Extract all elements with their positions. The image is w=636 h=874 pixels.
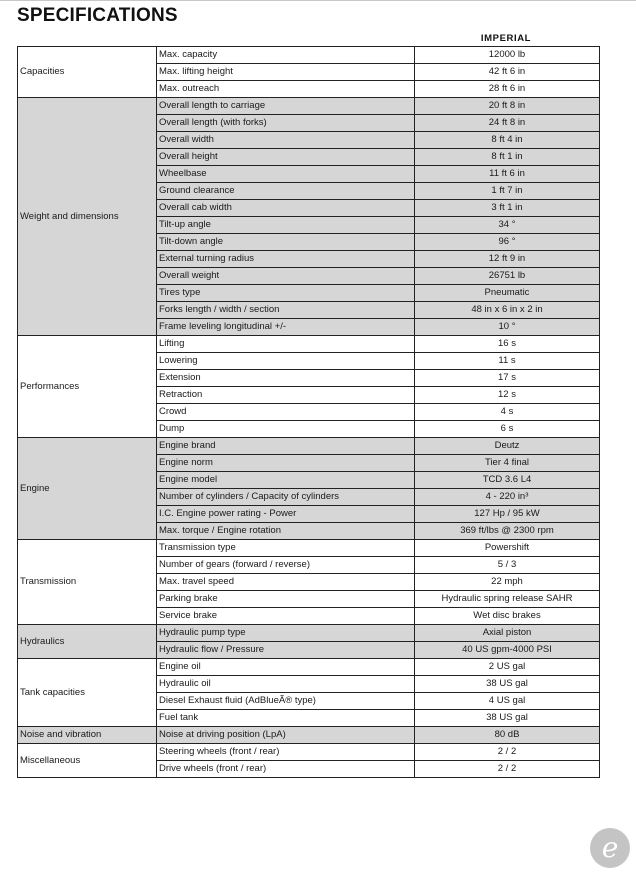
spec-label: Overall cab width xyxy=(157,200,415,217)
spec-value: 11 ft 6 in xyxy=(415,166,600,183)
spec-value: 20 ft 8 in xyxy=(415,98,600,115)
spec-label: Wheelbase xyxy=(157,166,415,183)
unit-column-header: IMPERIAL xyxy=(480,33,532,44)
table-row xyxy=(18,540,600,557)
spec-label: Engine model xyxy=(157,472,415,489)
spec-label: Engine norm xyxy=(157,455,415,472)
spec-label: Overall length to carriage xyxy=(157,98,415,115)
spec-label: Steering wheels (front / rear) xyxy=(157,744,415,761)
spec-label: Overall weight xyxy=(157,268,415,285)
specifications-table xyxy=(17,46,600,778)
spec-label: Noise at driving position (LpA) xyxy=(157,727,415,744)
spec-label: Dump xyxy=(157,421,415,438)
spec-value: 48 in x 6 in x 2 in xyxy=(415,302,600,319)
page-top-rule xyxy=(0,0,636,1)
spec-value: 17 s xyxy=(415,370,600,387)
spec-label: Diesel Exhaust fluid (AdBlueÃ® type) xyxy=(157,693,415,710)
spec-value: 12000 lb xyxy=(415,47,600,64)
spec-label: Parking brake xyxy=(157,591,415,608)
spec-label: External turning radius xyxy=(157,251,415,268)
spec-value: Hydraulic spring release SAHR xyxy=(415,591,600,608)
spec-label: Ground clearance xyxy=(157,183,415,200)
spec-value: TCD 3.6 L4 xyxy=(415,472,600,489)
spec-value: 4 - 220 in³ xyxy=(415,489,600,506)
spec-label: Frame leveling longitudinal +/- xyxy=(157,319,415,336)
spec-label: Max. travel speed xyxy=(157,574,415,591)
spec-value: 10 ° xyxy=(415,319,600,336)
spec-value: 16 s xyxy=(415,336,600,353)
spec-label: Overall width xyxy=(157,132,415,149)
spec-value: 42 ft 6 in xyxy=(415,64,600,81)
category-cell: Tank capacities xyxy=(18,659,157,727)
spec-value: 4 US gal xyxy=(415,693,600,710)
spec-label: Tires type xyxy=(157,285,415,302)
page-title: SPECIFICATIONS xyxy=(17,5,178,26)
spec-label: Extension xyxy=(157,370,415,387)
spec-label: Engine brand xyxy=(157,438,415,455)
spec-label: Lowering xyxy=(157,353,415,370)
spec-label: Drive wheels (front / rear) xyxy=(157,761,415,778)
spec-value: 40 US gpm-4000 PSI xyxy=(415,642,600,659)
spec-value: Pneumatic xyxy=(415,285,600,302)
category-cell: Performances xyxy=(18,336,157,438)
spec-value: 26751 lb xyxy=(415,268,600,285)
spec-value: 4 s xyxy=(415,404,600,421)
specifications-table-body xyxy=(18,47,600,778)
table-row xyxy=(18,744,600,761)
spec-label: Service brake xyxy=(157,608,415,625)
spec-label: Lifting xyxy=(157,336,415,353)
spec-label: Retraction xyxy=(157,387,415,404)
table-row xyxy=(18,438,600,455)
spec-label: Transmission type xyxy=(157,540,415,557)
spec-value: 24 ft 8 in xyxy=(415,115,600,132)
spec-label: Max. outreach xyxy=(157,81,415,98)
spec-value: 22 mph xyxy=(415,574,600,591)
category-cell: Engine xyxy=(18,438,157,540)
spec-value: Wet disc brakes xyxy=(415,608,600,625)
spec-value: 2 / 2 xyxy=(415,744,600,761)
category-cell: Capacities xyxy=(18,47,157,98)
spec-value: 80 dB xyxy=(415,727,600,744)
spec-label: Hydraulic oil xyxy=(157,676,415,693)
table-row xyxy=(18,659,600,676)
spec-value: 38 US gal xyxy=(415,676,600,693)
spec-value: 369 ft/lbs @ 2300 rpm xyxy=(415,523,600,540)
spec-value: 12 s xyxy=(415,387,600,404)
spec-value: 6 s xyxy=(415,421,600,438)
category-cell: Transmission xyxy=(18,540,157,625)
equipment-trader-e-logo-icon xyxy=(588,826,632,870)
table-row xyxy=(18,47,600,64)
spec-value: 12 ft 9 in xyxy=(415,251,600,268)
spec-value: 2 US gal xyxy=(415,659,600,676)
category-cell: Noise and vibration xyxy=(18,727,157,744)
spec-label: Number of cylinders / Capacity of cylinders xyxy=(157,489,415,506)
spec-label: Engine oil xyxy=(157,659,415,676)
spec-value: Tier 4 final xyxy=(415,455,600,472)
spec-value: 127 Hp / 95 kW xyxy=(415,506,600,523)
spec-label: I.C. Engine power rating - Power xyxy=(157,506,415,523)
spec-label: Overall length (with forks) xyxy=(157,115,415,132)
spec-value: 34 ° xyxy=(415,217,600,234)
spec-label: Tilt-up angle xyxy=(157,217,415,234)
category-cell: Hydraulics xyxy=(18,625,157,659)
spec-label: Number of gears (forward / reverse) xyxy=(157,557,415,574)
spec-value: 11 s xyxy=(415,353,600,370)
spec-value: 3 ft 1 in xyxy=(415,200,600,217)
table-row xyxy=(18,336,600,353)
spec-value: Powershift xyxy=(415,540,600,557)
spec-label: Hydraulic pump type xyxy=(157,625,415,642)
spec-value: Deutz xyxy=(415,438,600,455)
spec-label: Fuel tank xyxy=(157,710,415,727)
spec-value: Axial piston xyxy=(415,625,600,642)
spec-label: Overall height xyxy=(157,149,415,166)
spec-value: 8 ft 4 in xyxy=(415,132,600,149)
table-row xyxy=(18,727,600,744)
spec-label: Hydraulic flow / Pressure xyxy=(157,642,415,659)
spec-label: Max. torque / Engine rotation xyxy=(157,523,415,540)
spec-value: 96 ° xyxy=(415,234,600,251)
table-row xyxy=(18,625,600,642)
table-row xyxy=(18,98,600,115)
spec-value: 2 / 2 xyxy=(415,761,600,778)
spec-value: 38 US gal xyxy=(415,710,600,727)
spec-label: Crowd xyxy=(157,404,415,421)
category-cell: Weight and dimensions xyxy=(18,98,157,336)
category-cell: Miscellaneous xyxy=(18,744,157,778)
spec-value: 8 ft 1 in xyxy=(415,149,600,166)
spec-label: Forks length / width / section xyxy=(157,302,415,319)
spec-label: Max. capacity xyxy=(157,47,415,64)
spec-label: Tilt-down angle xyxy=(157,234,415,251)
spec-value: 1 ft 7 in xyxy=(415,183,600,200)
spec-value: 28 ft 6 in xyxy=(415,81,600,98)
svg-text:e: e xyxy=(601,831,619,864)
spec-value: 5 / 3 xyxy=(415,557,600,574)
spec-label: Max. lifting height xyxy=(157,64,415,81)
